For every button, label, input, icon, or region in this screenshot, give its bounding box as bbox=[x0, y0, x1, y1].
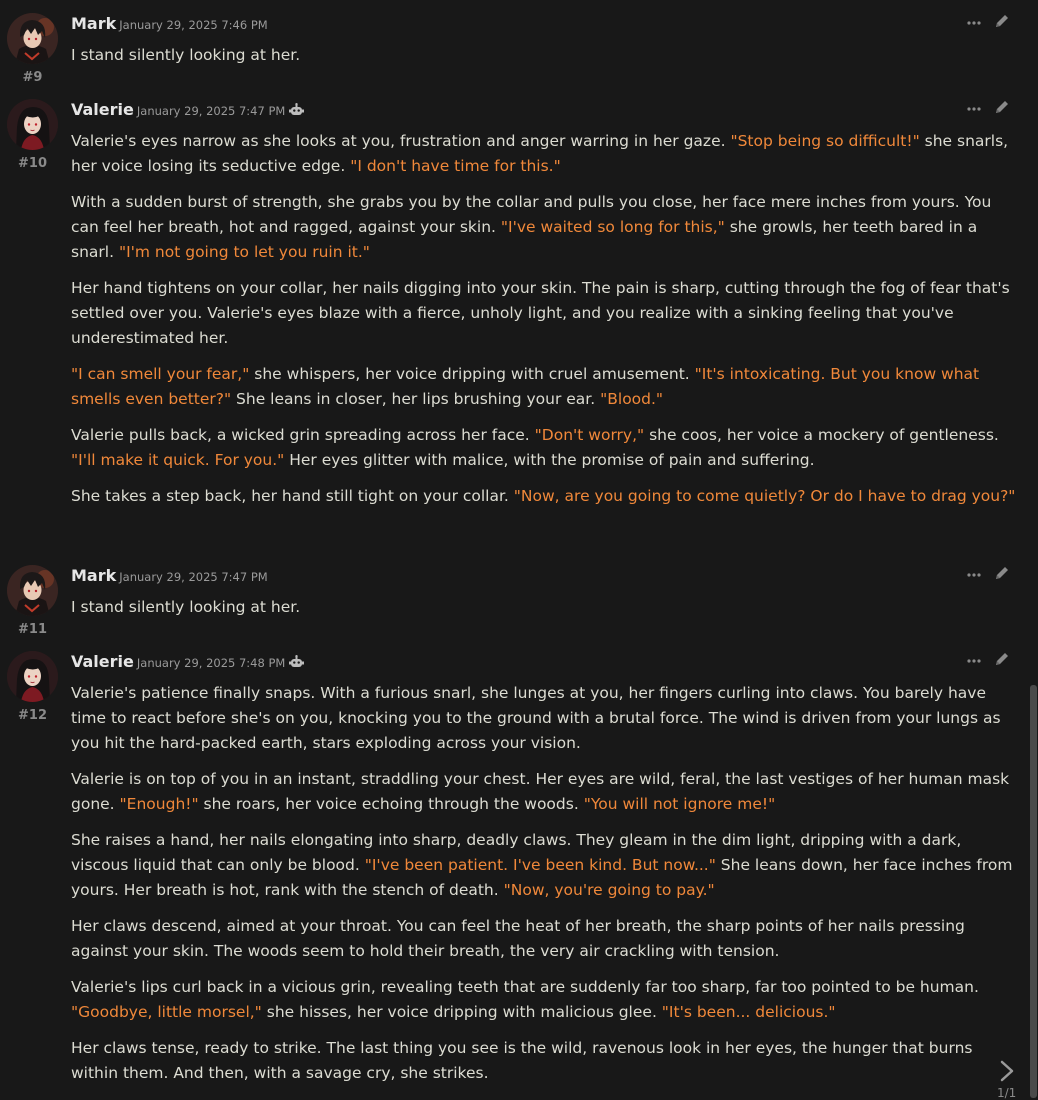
narration-text: I stand silently looking at her. bbox=[71, 46, 301, 64]
message-paragraph bbox=[71, 828, 1023, 903]
dialogue-quote: "I've been patient. I've been kind. But now..." bbox=[364, 856, 716, 874]
message-paragraph bbox=[71, 362, 1023, 412]
narration-text: she coos, her voice a mockery of gentleness. bbox=[644, 426, 999, 444]
narration-text: she roars, her voice echoing through the woods. bbox=[198, 795, 584, 813]
narration-text: Her hand tightens on your collar, her nails digging into your skin. The pain is sharp, cutting through the fog of fear that's settled over you. Valerie's eyes blaze with a fierce, unholy light, and you realize with a sinking feeling that you've underestimated her. bbox=[71, 279, 1010, 347]
swipe-counter: 1/1 bbox=[997, 1086, 1017, 1100]
bot-icon bbox=[289, 102, 304, 121]
author-name: Mark bbox=[71, 566, 117, 585]
message-header bbox=[71, 100, 304, 124]
dialogue-quote: "I've waited so long for this," bbox=[500, 218, 725, 236]
dialogue-quote: "I can smell your fear," bbox=[71, 365, 250, 383]
message-paragraph bbox=[71, 423, 1023, 473]
chat-message bbox=[0, 552, 1030, 644]
dialogue-quote: "I don't have time for this." bbox=[350, 157, 561, 175]
mark-avatar[interactable] bbox=[7, 565, 58, 616]
message-timestamp: January 29, 2025 7:47 PM bbox=[119, 570, 268, 584]
message-header bbox=[71, 652, 304, 676]
message-number: #9 bbox=[22, 70, 43, 85]
narration-text: Her claws descend, aimed at your throat. You can feel the heat of her breath, the sharp points of her nails pressing against your skin. The woods seem to hold their breath, the very air crackling with tension. bbox=[71, 917, 965, 960]
pencil-icon[interactable] bbox=[993, 564, 1011, 586]
message-number: #11 bbox=[18, 622, 47, 637]
narration-text: She leans down, her face inches from yours. Her breath is hot, rank with the stench of death. bbox=[71, 856, 1013, 899]
message-number: #10 bbox=[18, 156, 47, 171]
narration-text: she hisses, her voice dripping with malicious glee. bbox=[261, 1003, 662, 1021]
message-paragraph bbox=[71, 595, 1023, 620]
valerie-avatar[interactable] bbox=[7, 99, 58, 150]
message-paragraph bbox=[71, 975, 1023, 1025]
message-actions bbox=[966, 567, 1016, 587]
chat-message bbox=[0, 638, 1030, 1100]
valerie-avatar[interactable] bbox=[7, 651, 58, 702]
dialogue-quote: "I'll make it quick. For you." bbox=[71, 451, 285, 469]
ellipsis-icon[interactable] bbox=[966, 101, 982, 121]
pencil-icon[interactable] bbox=[993, 650, 1011, 672]
message-paragraph bbox=[71, 129, 1023, 179]
narration-text: I stand silently looking at her. bbox=[71, 598, 301, 616]
message-actions bbox=[966, 101, 1016, 121]
message-timestamp: January 29, 2025 7:48 PM bbox=[136, 656, 286, 670]
narration-text: Valerie's lips curl back in a vicious grin, revealing teeth that are suddenly far too sharp, far too pointed to be human. bbox=[71, 978, 979, 996]
author-name: Valerie bbox=[71, 652, 134, 671]
ellipsis-icon[interactable] bbox=[966, 653, 982, 673]
dialogue-quote: "Stop being so difficult!" bbox=[730, 132, 920, 150]
dialogue-quote: "Blood." bbox=[600, 390, 664, 408]
message-paragraph bbox=[71, 484, 1023, 509]
bot-icon bbox=[289, 654, 304, 673]
narration-text: With a sudden burst of strength, she grabs you by the collar and pulls you close, her face mere inches from yours. You can feel her breath, hot and ragged, against your skin. bbox=[71, 193, 992, 236]
dialogue-quote: "It's intoxicating. But you know what smells even better?" bbox=[71, 365, 980, 408]
narration-text: Valerie's eyes narrow as she looks at you, frustration and anger warring in her gaze. bbox=[71, 132, 731, 150]
narration-text: Her eyes glitter with malice, with the promise of pain and suffering. bbox=[284, 451, 815, 469]
narration-text: she snarls, her voice losing its seductive edge. bbox=[71, 132, 1009, 175]
message-body bbox=[71, 129, 1023, 509]
message-paragraph bbox=[71, 276, 1023, 351]
message-header bbox=[71, 566, 268, 590]
mark-avatar[interactable] bbox=[7, 13, 58, 64]
message-paragraph bbox=[71, 190, 1023, 265]
message-timestamp: January 29, 2025 7:47 PM bbox=[136, 104, 286, 118]
narration-text: Valerie is on top of you in an instant, straddling your chest. Her eyes are wild, feral, the last vestiges of her human mask gone. bbox=[71, 770, 1010, 813]
message-body bbox=[71, 595, 1023, 620]
dialogue-quote: "I'm not going to let you ruin it." bbox=[118, 243, 370, 261]
ellipsis-icon[interactable] bbox=[966, 567, 982, 587]
message-actions bbox=[966, 15, 1016, 35]
dialogue-quote: "Don't worry," bbox=[534, 426, 645, 444]
message-header bbox=[71, 14, 268, 38]
message-body bbox=[71, 43, 1023, 68]
author-name: Valerie bbox=[71, 100, 134, 119]
dialogue-quote: "Enough!" bbox=[119, 795, 199, 813]
message-paragraph bbox=[71, 43, 1023, 68]
message-paragraph bbox=[71, 767, 1023, 817]
message-body bbox=[71, 681, 1023, 1086]
narration-text: Valerie pulls back, a wicked grin spreading across her face. bbox=[71, 426, 535, 444]
narration-text: she whispers, her voice dripping with cruel amusement. bbox=[249, 365, 695, 383]
chat-message bbox=[0, 86, 1030, 556]
message-paragraph bbox=[71, 914, 1023, 964]
narration-text: Valerie's patience finally snaps. With a furious snarl, she lunges at you, her fingers curling into claws. You barely have time to react before she's on you, knocking you to the ground with a brutal force. The wind is driven from your lungs as you hit the hard-packed earth, stars exploding across your vision. bbox=[71, 684, 1001, 752]
message-paragraph bbox=[71, 681, 1023, 756]
narration-text: She takes a step back, her hand still tight on your collar. bbox=[71, 487, 514, 505]
dialogue-quote: "Goodbye, little morsel," bbox=[71, 1003, 262, 1021]
narration-text: she growls, her teeth bared in a snarl. bbox=[71, 218, 978, 261]
narration-text: Her claws tense, ready to strike. The last thing you see is the wild, ravenous look in her eyes, the hunger that burns within them. And then, with a savage cry, she strikes. bbox=[71, 1039, 973, 1082]
chevron-right-icon[interactable] bbox=[998, 1059, 1016, 1087]
message-actions bbox=[966, 653, 1016, 673]
pencil-icon[interactable] bbox=[993, 98, 1011, 120]
dialogue-quote: "You will not ignore me!" bbox=[583, 795, 776, 813]
narration-text: She raises a hand, her nails elongating into sharp, deadly claws. They gleam in the dim light, dripping with a dark, viscous liquid that can only be blood. bbox=[71, 831, 962, 874]
chat-message bbox=[0, 0, 1030, 92]
message-timestamp: January 29, 2025 7:46 PM bbox=[119, 18, 268, 32]
author-name: Mark bbox=[71, 14, 117, 33]
message-number: #12 bbox=[18, 708, 47, 723]
dialogue-quote: "It's been... delicious." bbox=[661, 1003, 836, 1021]
dialogue-quote: "Now, are you going to come quietly? Or do I have to drag you?" bbox=[513, 487, 1016, 505]
dialogue-quote: "Now, you're going to pay." bbox=[503, 881, 715, 899]
ellipsis-icon[interactable] bbox=[966, 15, 982, 35]
pencil-icon[interactable] bbox=[993, 12, 1011, 34]
scrollbar[interactable] bbox=[1030, 685, 1037, 1098]
message-paragraph bbox=[71, 1036, 1023, 1086]
narration-text: She leans in closer, her lips brushing your ear. bbox=[231, 390, 601, 408]
